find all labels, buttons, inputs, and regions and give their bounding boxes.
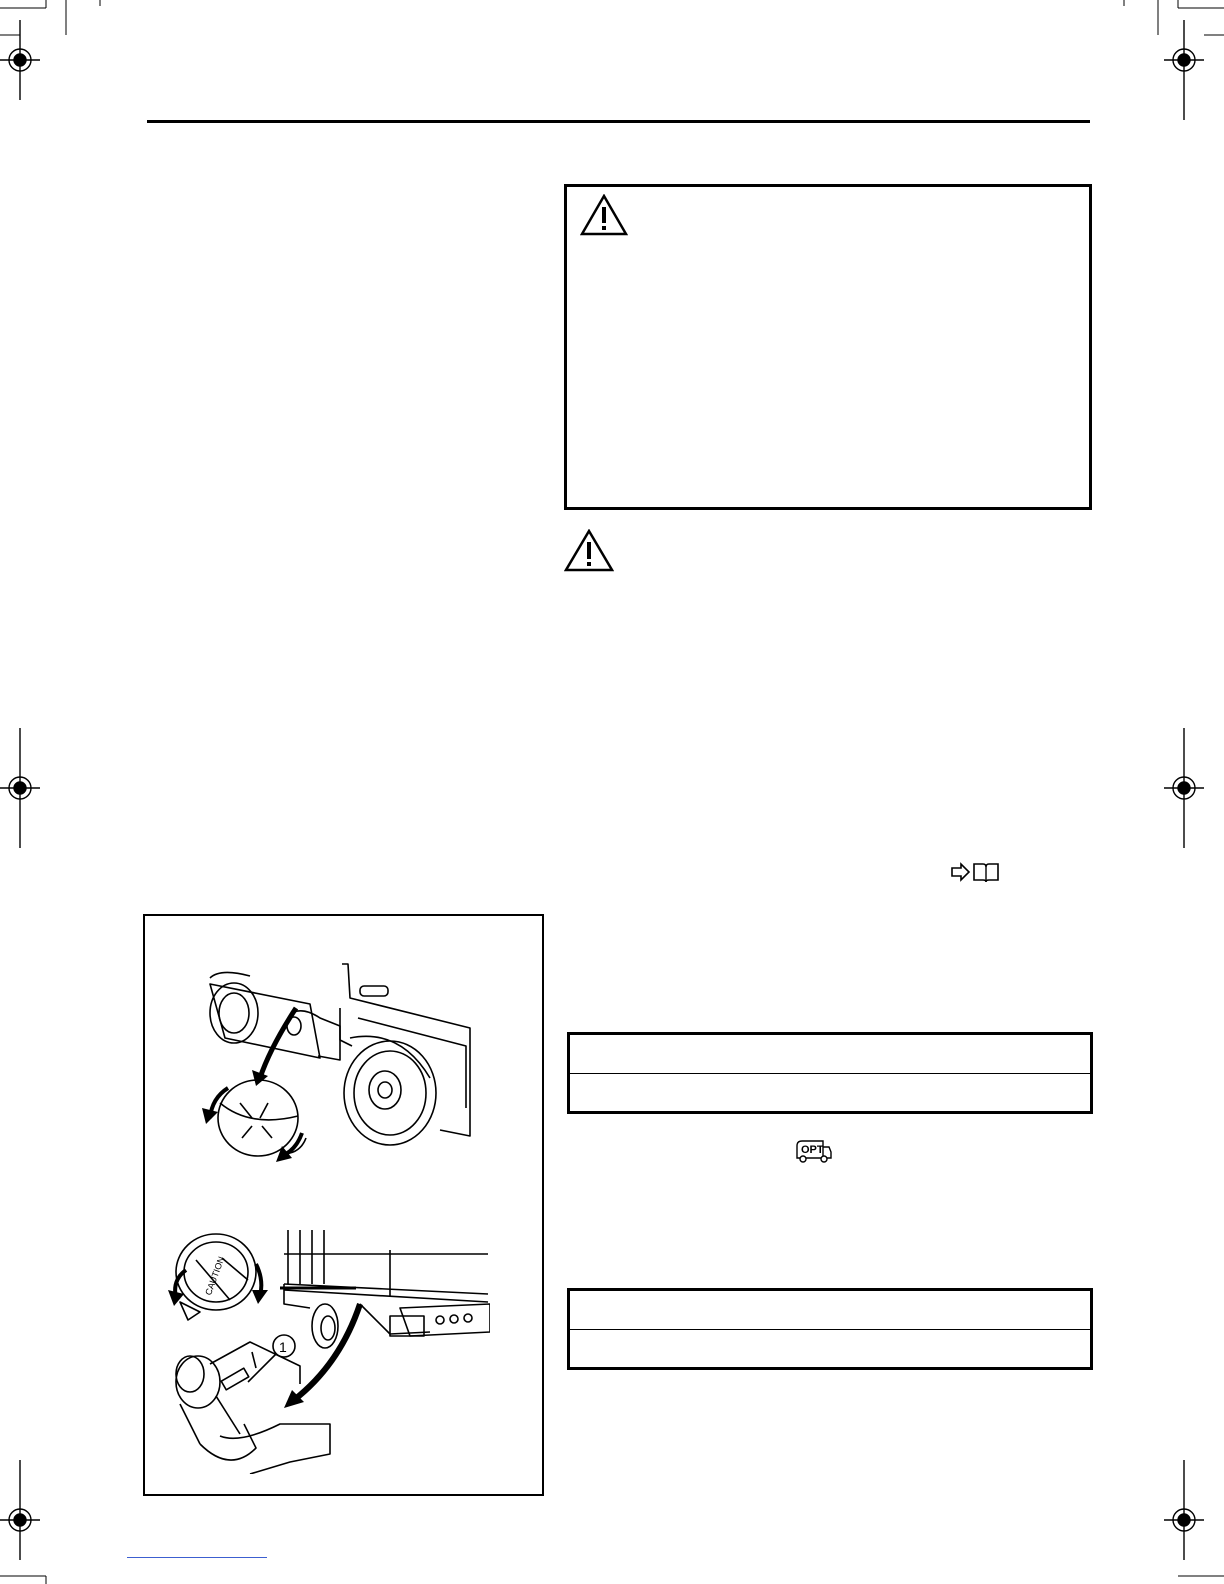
illustration-def-tank-cap xyxy=(160,1224,490,1474)
spec-table-1 xyxy=(567,1032,1093,1114)
svg-text:OPT: OPT xyxy=(801,1144,824,1156)
page-link-underline xyxy=(127,1557,267,1558)
warning-triangle-icon xyxy=(580,194,628,236)
header-rule xyxy=(147,120,1090,123)
table-row xyxy=(570,1291,1090,1329)
opt-truck-icon xyxy=(793,1138,833,1164)
illustration-fuel-tank-cap xyxy=(190,958,480,1173)
table-row xyxy=(570,1073,1090,1111)
callout-1: 1 xyxy=(279,1339,287,1355)
arrow-book-icon xyxy=(950,860,1000,884)
caution-triangle-icon xyxy=(564,529,614,572)
warning-box xyxy=(564,184,1092,510)
table-row xyxy=(570,1035,1090,1073)
spec-table-2 xyxy=(567,1288,1093,1370)
svg-text:CAUTION: CAUTION xyxy=(203,1255,227,1297)
table-row xyxy=(570,1329,1090,1367)
